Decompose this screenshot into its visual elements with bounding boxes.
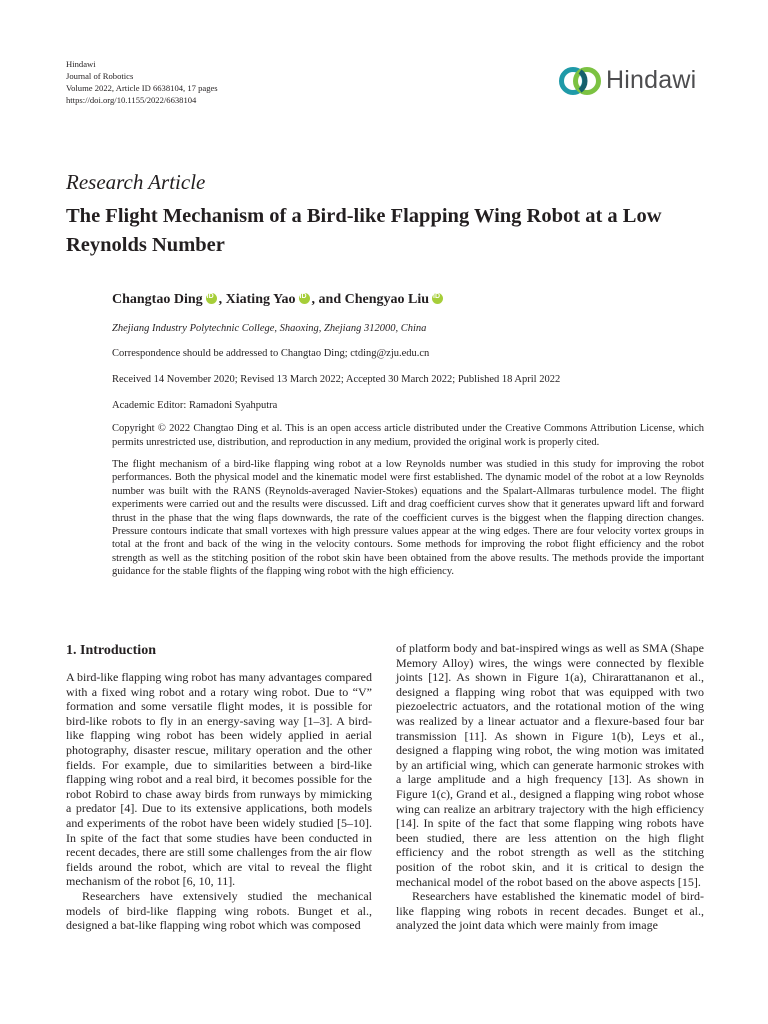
paragraph: A bird-like flapping wing robot has many advantages compared with a fixed wing robot and a rotary wing robot. Due to “V” formation and some versatile flight modes, it is possible for bird-like robots to fly in an energy-saving way [1–3]. A bird-like flapping wing robot has been widely applied in aerial photography, disaster rescue, military operation and the other fields. For example, due to similarities between a bird-like flapping wing robot and a real bird, it becomes possible for the robot Robird to chase away birds from runways by mimicking a predator [4]. Due to its extensive applications, both models and experiments of the robot have been widely studied [5–10]. In spite of the fact that some studies have been conducted in recent decades, there are still some challenges from the air flow fields around the robot, which are vital to reveal the flight mechanism of the robot [6, 10, 11]. bbox=[66, 670, 372, 889]
copyright-notice: Copyright © 2022 Changtao Ding et al. This is an open access article distributed under the Creative Commons Attribution License, which permits unrestricted use, distribution, and reproduction in any medium, provided the original work is properly cited. bbox=[112, 423, 704, 448]
section-heading: 1. Introduction bbox=[66, 643, 156, 658]
publisher-name: Hindawi bbox=[66, 59, 96, 69]
publication-dates: Received 14 November 2020; Revised 13 March 2022; Accepted 30 March 2022; Published 18 April 2022 bbox=[112, 374, 561, 385]
hindawi-logo-icon bbox=[557, 62, 605, 102]
doi-link[interactable]: https://doi.org/10.1155/2022/6638104 bbox=[66, 95, 197, 105]
author-name[interactable]: , Xiating Yao bbox=[218, 292, 296, 307]
author-list bbox=[112, 292, 445, 308]
correspondence: Correspondence should be addressed to Changtao Ding; ctding@zju.edu.cn bbox=[112, 348, 430, 359]
affiliation: Zhejiang Industry Polytechnic College, Shaoxing, Zhejiang 312000, China bbox=[112, 323, 427, 334]
academic-editor: Academic Editor: Ramadoni Syahputra bbox=[112, 400, 278, 411]
paragraph: Researchers have established the kinematic model of bird-like flapping wing robots in recent decades. Bunget et al., analyzed the joint data which were mainly from image bbox=[396, 889, 704, 933]
hindawi-logo-text: Hindawi bbox=[606, 66, 697, 94]
paragraph: of platform body and bat-inspired wings as well as SMA (Shape Memory Alloy) wires, the wings were connected by flexible joints [12]. As shown in Figure 1(a), Chirarattananon et al., designed a flapping wing robot that was equipped with two piezoelectric actuators, and the rotational motion of the wing was realized by a linear actuator and a flexure-based four bar transmission [11]. As shown in Figure 1(b), Leys et al., designed a flapping wing robot, the wing motion was imitated by an artificial wing, which can generate harmonic strokes with a large amplitude and a high frequency [13]. As shown in Figure 1(c), Grand et al., designed a flapping wing robot whose wing can realize an arbitrary trajectory with the high efficiency [14]. In spite of the fact that some flapping wing robots have been studied, there are less attention on the high flight efficiency and the robot strength as well as the stitching position of the robot skin, and it is critical to design the mechanical model of the robot based on the above aspects [15]. bbox=[396, 641, 704, 889]
orcid-icon[interactable] bbox=[432, 293, 443, 304]
body-column-left bbox=[66, 670, 372, 933]
hindawi-logo bbox=[557, 62, 707, 102]
orcid-icon[interactable] bbox=[299, 293, 310, 304]
article-title: The Flight Mechanism of a Bird-like Flapping Wing Robot at a Low Reynolds Number bbox=[66, 205, 662, 256]
article-type: Research Article bbox=[66, 170, 206, 194]
abstract: The flight mechanism of a bird-like flapping wing robot at a low Reynolds number was studied in this study for improving the robot performances. Both the physical model and the kinematic model were first established. The dynamic model of the robot at a low Reynolds number was built with the RANS (Reynolds-averaged Navier-Stokes) equations and the Spalart-Allmaras turbulence model. The flight experiments were carried out and the results were discussed. Lift and drag coefficient curves show that it generates upward lift and forward thrust in the phase that the wing flaps downwards, the rate of the coefficient curves is the biggest when the flapping direction changes. Pressure contours indicate that small vortexes with high pressure values appear at the wing edges. There are four velocity vortex groups in total at the front and back of the wing in the velocity contours. Some methods for improving the robot flight efficiency and the robot strength as well as the stitching position of the robot skin have been obtained from the above results. The methods provide the important guidance for the stable flights of the flapping wing robot with the high efficiency. bbox=[112, 459, 704, 578]
orcid-icon[interactable] bbox=[206, 293, 217, 304]
author-name[interactable]: , and Chengyao Liu bbox=[311, 292, 430, 307]
body-column-right bbox=[396, 641, 704, 933]
paragraph: Researchers have extensively studied the mechanical models of bird-like flapping wing robots. Bunget et al., designed a bat-like flapping wing robot which was composed bbox=[66, 888, 372, 933]
author-name[interactable]: Changtao Ding bbox=[112, 292, 203, 307]
volume-line: Volume 2022, Article ID 6638104, 17 pages bbox=[66, 83, 218, 93]
journal-meta bbox=[66, 58, 218, 106]
journal-name: Journal of Robotics bbox=[66, 71, 134, 81]
